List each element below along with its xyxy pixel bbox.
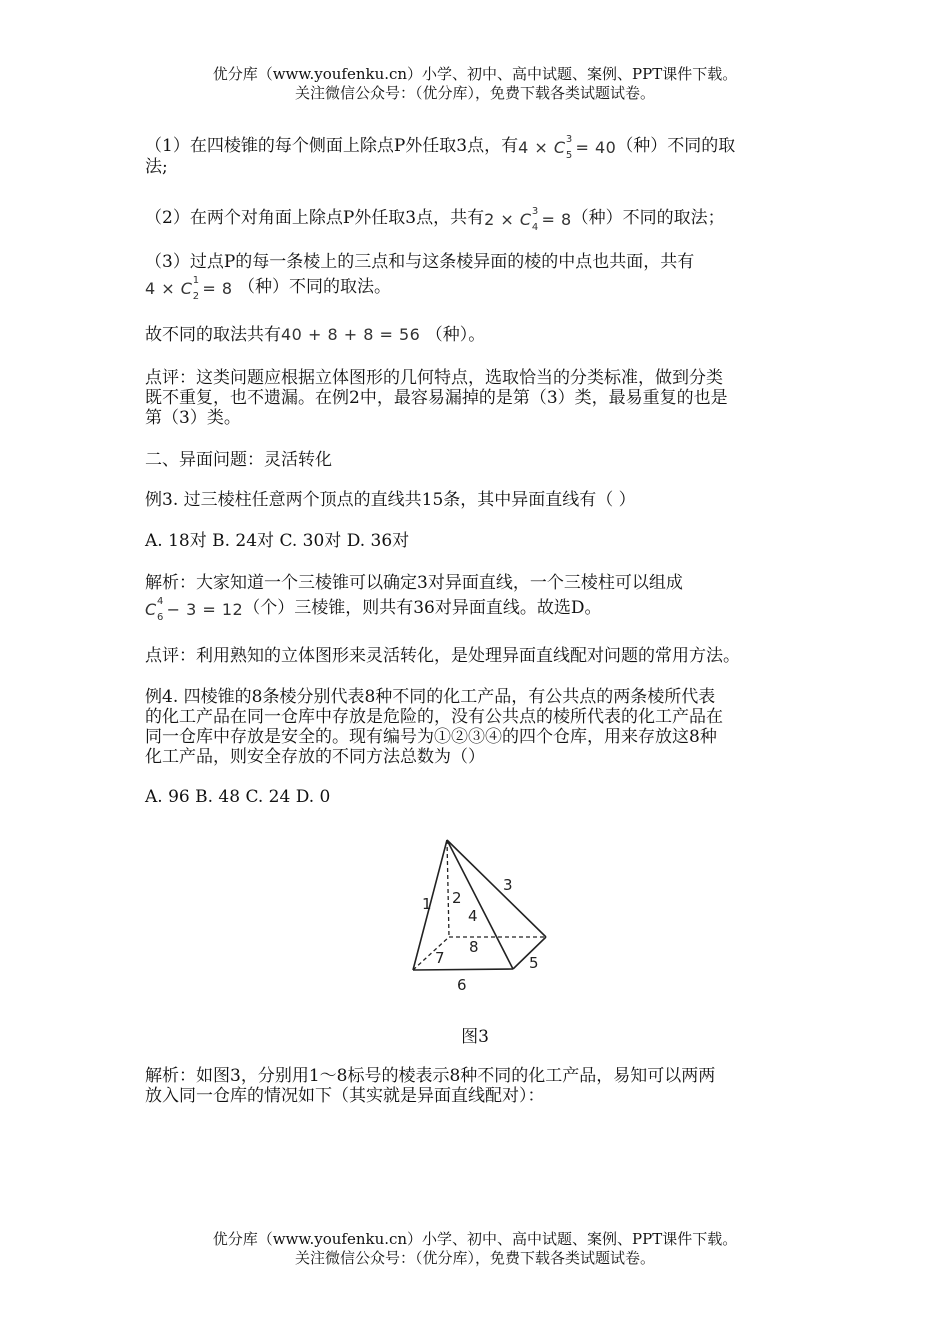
edge-label-5: 5: [529, 954, 539, 972]
edge-3: [447, 840, 546, 937]
edge-2: [447, 840, 449, 937]
figure-caption: 图3: [461, 1027, 489, 1047]
page-header: [0, 65, 950, 103]
pyramid-figure: [405, 835, 555, 1000]
example-4-options: A. 96 B. 48 C. 24 D. 0: [145, 787, 331, 807]
paragraph-total: 故不同的取法共有40 + 8 + 8 = 56 （种）。: [145, 325, 486, 345]
analysis-3-line-2: C 4 6 − 3 = 12（个）三棱锥，则共有36对异面直线。故选D。: [145, 596, 602, 623]
analysis-4-line-2: 放入同一仓库的情况如下（其实就是异面直线配对）：: [145, 1086, 545, 1106]
section-heading-2: 二、异面问题：灵活转化: [145, 450, 332, 470]
formula-4c21: 4 × C 1 2 = 8: [145, 275, 233, 302]
example-4-line-1: 例4. 四棱锥的8条棱分别代表8种不同的化工产品，有公共点的两条棱所代表: [145, 687, 716, 707]
formula-4c53: 4 × C 3 5 = 40: [518, 134, 617, 161]
footer-line-1: 优分库（www.youfenku.cn）小学、初中、高中试题、案例、PPT课件下载。: [212, 1230, 738, 1248]
paragraph-case-1-cont: 法;: [145, 157, 168, 177]
example-3-question: 例3. 过三棱柱任意两个顶点的直线共15条，其中异面直线有（ ）: [145, 490, 636, 510]
edge-label-4: 4: [468, 907, 478, 925]
paragraph-case-3-cont: [145, 275, 810, 302]
comment-1-line-1: 点评：这类问题应根据立体图形的几何特点，选取恰当的分类标准，做到分类: [145, 368, 723, 388]
formula-2c43: 2 × C 3 4 = 8: [484, 206, 572, 233]
edge-label-7: 7: [435, 949, 445, 967]
example-3-options: A. 18对 B. 24对 C. 30对 D. 36对: [145, 531, 410, 551]
footer-line-2: 关注微信公众号：（优分库），免费下载各类试题试卷。: [294, 1249, 655, 1267]
edge-label-3: 3: [503, 876, 513, 894]
edge-6: [413, 969, 513, 970]
comment-2: 点评：利用熟知的立体图形来灵活转化，是处理异面直线配对问题的常用方法。: [145, 646, 740, 666]
formula-total: 40 + 8 + 8 = 56: [281, 325, 421, 344]
case-2-text-tail: （种）不同的取法；: [571, 208, 725, 228]
edge-label-6: 6: [457, 976, 467, 994]
example-4-line-2: 的化工产品在同一仓库中存放是危险的，没有公共点的棱所代表的化工产品在: [145, 707, 723, 727]
edge-label-8: 8: [469, 938, 479, 956]
example-4-line-4: 化工产品，则安全存放的不同方法总数为（）: [145, 747, 485, 767]
header-line-2: 关注微信公众号：（优分库），免费下载各类试题试卷。: [294, 84, 655, 102]
analysis-3-line-1: 解析：大家知道一个三棱锥可以确定3对异面直线，一个三棱柱可以组成: [145, 573, 683, 593]
example-4-line-3: 同一仓库中存放是安全的。现有编号为①②③④的四个仓库，用来存放这8种: [145, 727, 717, 747]
comment-1-line-2: 既不重复，也不遗漏。在例2中，最容易漏掉的是第（3）类，最易重复的也是: [145, 388, 728, 408]
analysis-4-line-1: 解析：如图3，分别用1～8标号的棱表示8种不同的化工产品，易知可以两两: [145, 1066, 716, 1086]
case-1-text: （1）在四棱锥的每个侧面上除点P外任取3点，有: [145, 136, 519, 156]
paragraph-case-3: （3）过点P的每一条棱上的三点和与这条棱异面的棱的中点也共面，共有: [145, 252, 695, 272]
pyramid-diagram: [405, 835, 555, 1000]
edge-label-1: 1: [422, 895, 432, 913]
case-2-text: （2）在两个对角面上除点P外任取3点，共有: [145, 208, 485, 228]
formula-c64: C 4 6 − 3 = 12: [145, 596, 244, 623]
page-footer: [0, 1230, 950, 1268]
case-1-text-tail: （种）不同的取: [616, 136, 736, 156]
comment-1-line-3: 第（3）类。: [145, 408, 241, 428]
header-line-1: 优分库（www.youfenku.cn）小学、初中、高中试题、案例、PPT课件下载。: [212, 65, 738, 83]
edge-label-2: 2: [452, 889, 462, 907]
case-3-text-tail: （种）不同的取法。: [237, 277, 391, 297]
paragraph-case-2: [145, 206, 810, 233]
paragraph-case-1: [145, 134, 810, 161]
